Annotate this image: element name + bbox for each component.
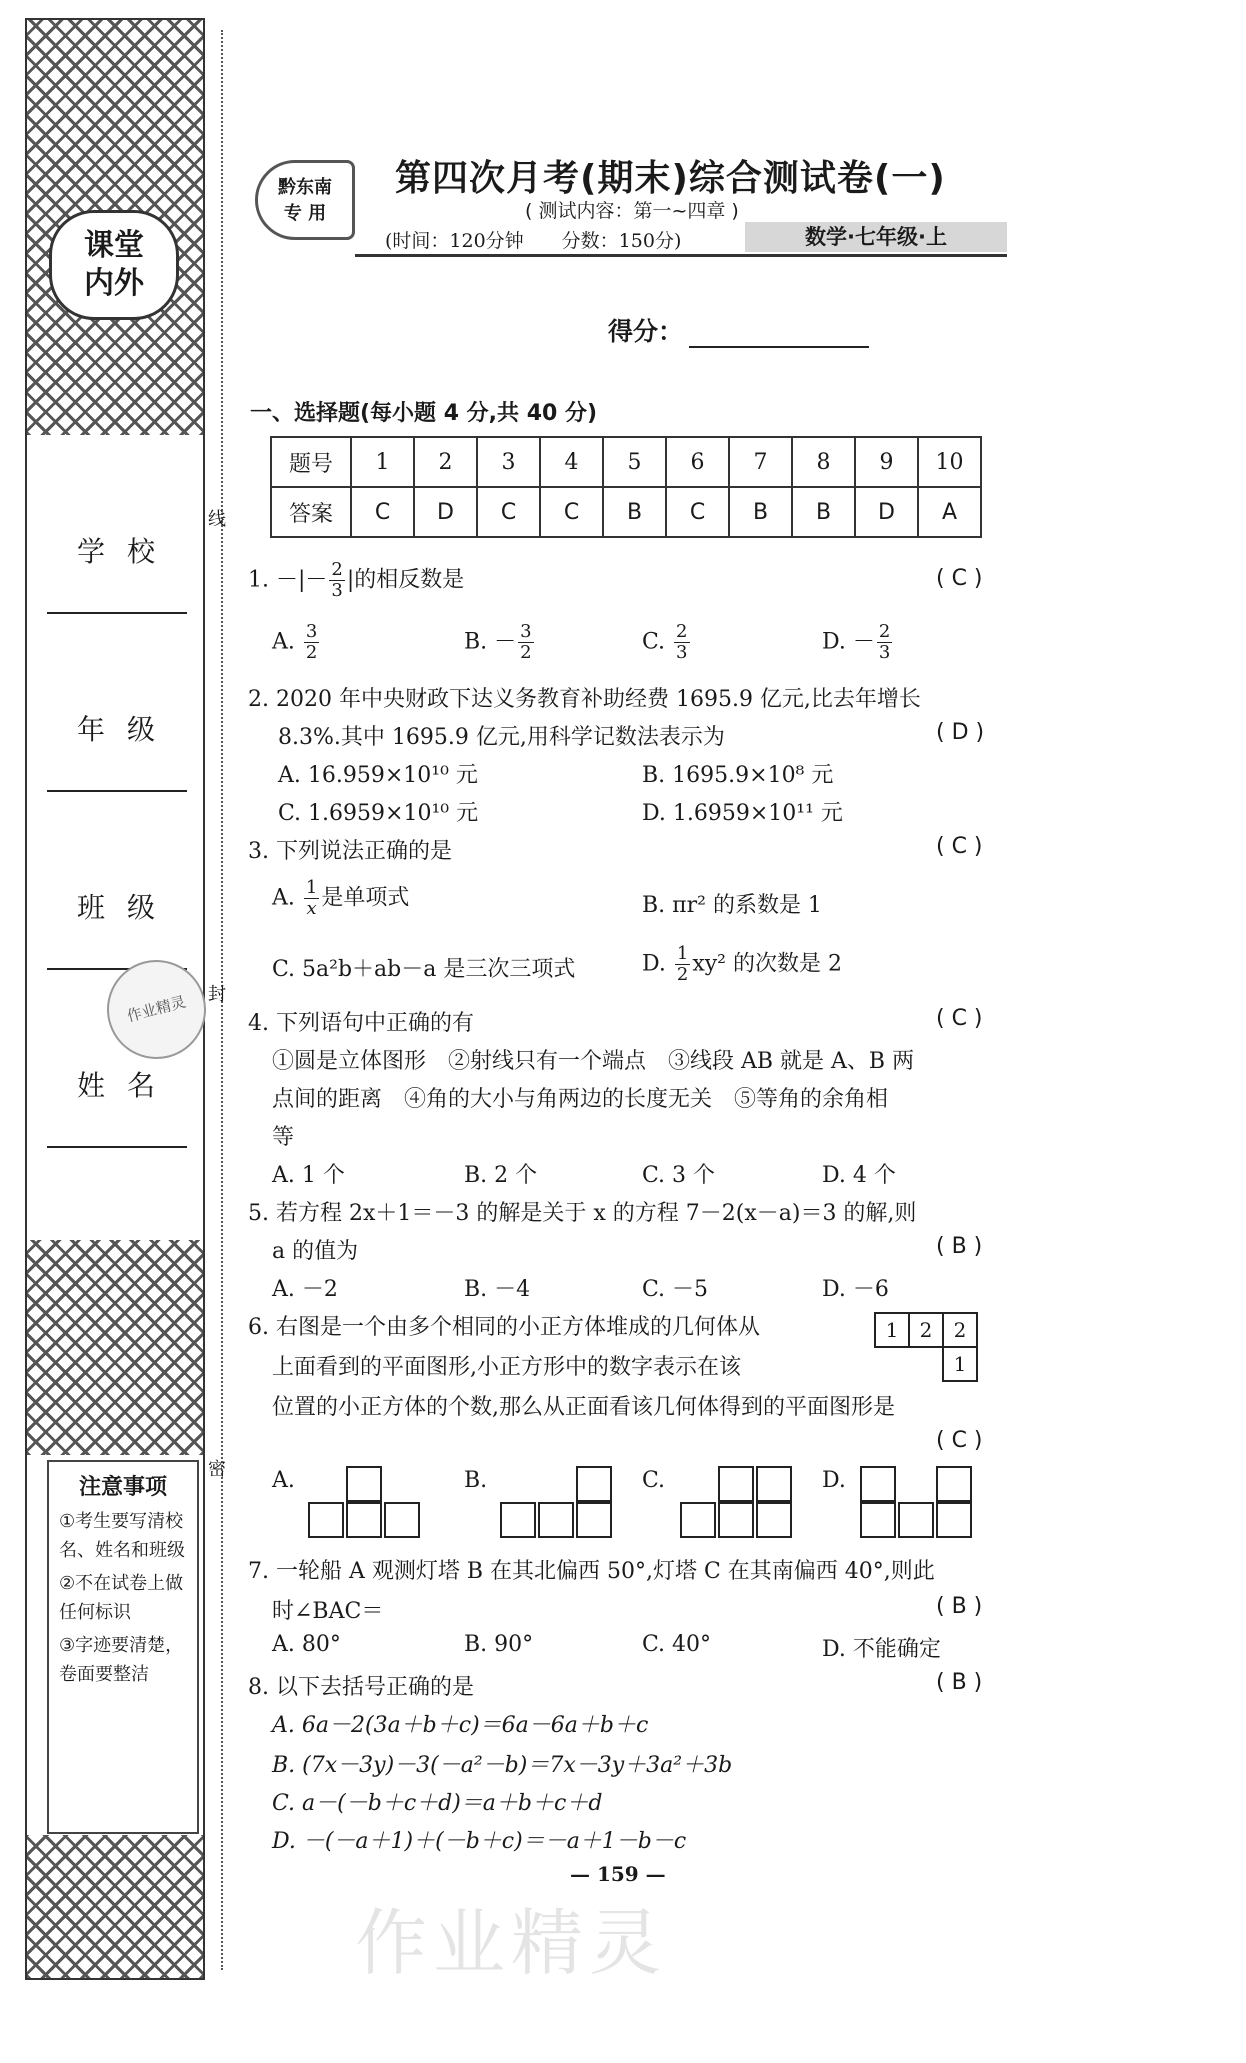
q1-fraction xyxy=(329,560,344,601)
title-band xyxy=(255,150,1008,260)
section-heading: 一、选择题(每小题 4 分,共 40 分) xyxy=(250,401,598,426)
q8-answer: ( B ) xyxy=(936,1670,983,1695)
answer-cell[interactable]: B xyxy=(792,487,855,537)
table-cell: 3 xyxy=(477,437,540,487)
table-row-answers xyxy=(271,487,981,537)
q6-line2: 上面看到的平面图形,小正方形中的数字表示在该 xyxy=(272,1355,741,1380)
q6-option-a-label: A. xyxy=(272,1468,295,1493)
q2-line1: 2. 2020 年中央财政下达义务教育补助经费 1695.9 亿元,比去年增长 xyxy=(248,687,921,712)
option-label: D. － xyxy=(822,629,875,655)
table-cell: 5 xyxy=(603,437,666,487)
note-1: ①考生要写清校名、姓名和班级 xyxy=(59,1511,185,1561)
q4-answer: ( C ) xyxy=(936,1006,983,1031)
mark-xian: 线 xyxy=(208,509,226,530)
q6-answer: ( C ) xyxy=(936,1428,983,1453)
q6-option-d-label: D. xyxy=(822,1468,846,1493)
answer-cell[interactable]: A xyxy=(918,487,981,537)
field-school: 学校 xyxy=(77,535,178,568)
option-text: 是单项式 xyxy=(321,885,410,911)
q7-option-d: D. 不能确定 xyxy=(822,1637,941,1662)
q4-stem: 4. 下列语句中正确的有 xyxy=(248,1011,474,1036)
option-text: xy² 的次数是 2 xyxy=(692,951,842,977)
frac-denominator: 2 xyxy=(520,642,532,663)
grid-cell: 1 xyxy=(942,1346,978,1382)
frac-denominator: 2 xyxy=(676,964,689,985)
table-cell: 6 xyxy=(666,437,729,487)
frac-denominator: 3 xyxy=(331,580,343,601)
q3-option-a xyxy=(272,878,409,919)
option-fraction xyxy=(518,622,533,663)
q3-option-b: B. πr² 的系数是 1 xyxy=(642,893,822,918)
q1-stem xyxy=(248,560,464,601)
logo-line1: 课堂 xyxy=(84,228,144,263)
q4-option-a: A. 1 个 xyxy=(272,1163,345,1188)
q4-option-c: C. 3 个 xyxy=(642,1163,716,1188)
exam-title: 第四次月考(期末)综合测试卷(一) xyxy=(395,158,946,199)
answer-cell[interactable]: B xyxy=(603,487,666,537)
q2-line2: 8.3%.其中 1695.9 亿元,用科学记数法表示为 xyxy=(278,725,725,750)
score-blank[interactable] xyxy=(689,320,869,348)
q1-option-c xyxy=(642,622,692,663)
q3-option-d xyxy=(642,944,842,985)
notes-box xyxy=(47,1460,199,1834)
q7-answer: ( B ) xyxy=(936,1594,983,1619)
q8-option-a: A. 6a－2(3a＋b＋c)＝6a－6a＋b＋c xyxy=(272,1713,649,1738)
option-fraction xyxy=(877,622,892,663)
region-badge xyxy=(255,160,355,240)
q3-answer: ( C ) xyxy=(936,834,983,859)
field-school-line xyxy=(47,612,187,614)
answer-cell[interactable]: C xyxy=(540,487,603,537)
table-cell: 1 xyxy=(351,437,414,487)
q8-option-d: D. －(－a＋1)＋(－b＋c)＝－a＋1－b－c xyxy=(272,1829,687,1854)
q8-option-b: B. (7x－3y)－3(－a²－b)＝7x－3y＋3a²＋3b xyxy=(272,1753,733,1778)
region-line1: 黔东南 xyxy=(278,177,332,198)
q5-option-a: A. －2 xyxy=(272,1277,338,1302)
field-grade: 年级 xyxy=(77,713,178,746)
grid-cell: 1 xyxy=(874,1312,910,1348)
q7-line2: 时∠BAC＝ xyxy=(272,1599,384,1624)
field-class: 班级 xyxy=(77,891,178,924)
q7-option-c: C. 40° xyxy=(642,1632,712,1657)
mark-feng: 封 xyxy=(208,984,226,1005)
q5-option-c: C. －5 xyxy=(642,1277,709,1302)
answer-cell[interactable]: B xyxy=(729,487,792,537)
q6-option-b-label: B. xyxy=(464,1468,488,1493)
option-label: D. xyxy=(642,951,666,977)
answer-cell[interactable]: C xyxy=(666,487,729,537)
frac-numerator: 2 xyxy=(878,621,891,642)
region-line2: 专 用 xyxy=(283,203,327,224)
q5-option-b: B. －4 xyxy=(464,1277,531,1302)
q7-line1: 7. 一轮船 A 观测灯塔 B 在其北偏西 50°,灯塔 C 在其南偏西 40°,则此 xyxy=(248,1559,935,1584)
table-cell: 4 xyxy=(540,437,603,487)
q5-answer: ( B ) xyxy=(936,1234,983,1259)
q8-stem: 8. 以下去括号正确的是 xyxy=(248,1675,474,1700)
q4-option-d: D. 4 个 xyxy=(822,1163,896,1188)
frac-denominator: 3 xyxy=(878,642,891,663)
grade-banner: 数学·七年级·上 xyxy=(745,222,1007,252)
score-label: 得分： xyxy=(608,317,684,346)
answer-cell[interactable]: C xyxy=(351,487,414,537)
q2-answer: ( D ) xyxy=(936,720,985,745)
q3-stem: 3. 下列说法正确的是 xyxy=(248,839,452,864)
notes-title: 注意事项 xyxy=(78,1475,167,1500)
frac-denominator: 3 xyxy=(676,642,688,663)
field-name: 姓名 xyxy=(77,1069,178,1102)
q5-line2: a 的值为 xyxy=(272,1239,359,1264)
q6-option-c-label: C. xyxy=(642,1468,666,1493)
q1-option-d xyxy=(822,622,894,663)
q7-option-a: A. 80° xyxy=(272,1632,341,1657)
pattern-middle xyxy=(27,1240,203,1455)
note-2: ②不在试卷上做任何标识 xyxy=(59,1573,184,1623)
q5-option-d: D. －6 xyxy=(822,1277,889,1302)
q2-option-c: C. 1.6959×10¹⁰ 元 xyxy=(278,801,479,826)
frac-denominator: 2 xyxy=(305,642,318,663)
score-field xyxy=(608,312,869,348)
mark-mi: 密 xyxy=(208,1459,226,1480)
answer-cell[interactable]: D xyxy=(414,487,477,537)
grid-cell: 2 xyxy=(942,1312,978,1348)
q2-option-d: D. 1.6959×10¹¹ 元 xyxy=(642,801,843,826)
table-cell: 10 xyxy=(918,437,981,487)
q4-line3: 等 xyxy=(272,1125,295,1150)
q2-option-b: B. 1695.9×10⁸ 元 xyxy=(642,763,834,788)
answer-cell[interactable]: D xyxy=(855,487,918,537)
brand-logo xyxy=(49,210,179,320)
exam-info: (时间：120分钟 分数：150分) xyxy=(385,230,682,252)
table-row-numbers xyxy=(271,437,981,487)
frac-numerator: 2 xyxy=(676,621,688,642)
frac-numerator: 1 xyxy=(305,877,318,898)
q1-answer: ( C ) xyxy=(936,566,983,591)
note-3: ③字迹要清楚，卷面要整洁 xyxy=(59,1635,184,1685)
option-fraction xyxy=(674,622,689,663)
frac-numerator: 3 xyxy=(520,621,532,642)
option-fraction xyxy=(304,622,319,663)
q4-line1: ①圆是立体图形 ②射线只有一个端点 ③线段 AB 就是 A、B 两 xyxy=(272,1049,915,1074)
q1-stem-b: |的相反数是 xyxy=(346,567,465,593)
table-cell: 7 xyxy=(729,437,792,487)
page-number: — 159 — xyxy=(570,1862,666,1886)
option-fraction xyxy=(675,944,690,985)
frac-denominator: x xyxy=(306,898,317,919)
logo-line2: 内外 xyxy=(84,266,144,301)
frac-numerator: 3 xyxy=(305,621,318,642)
option-label: C. xyxy=(642,629,666,655)
q5-line1: 5. 若方程 2x＋1＝－3 的解是关于 x 的方程 7－2(x－a)＝3 的解,则 xyxy=(248,1201,917,1226)
exam-subtitle: ( 测试内容：第一~四章 ) xyxy=(525,200,739,222)
answer-table xyxy=(270,436,982,538)
frac-numerator: 1 xyxy=(676,943,689,964)
q4-line2: 点间的距离 ④角的大小与角两边的长度无关 ⑤等角的余角相 xyxy=(272,1087,889,1112)
pattern-bottom xyxy=(27,1835,203,1978)
field-name-line xyxy=(47,1146,187,1148)
frac-numerator: 2 xyxy=(331,559,343,580)
q6-line1: 6. 右图是一个由多个相同的小正方体堆成的几何体从 xyxy=(248,1315,760,1340)
q1-option-b xyxy=(464,622,536,663)
q1-option-a xyxy=(272,622,321,663)
answer-cell[interactable]: C xyxy=(477,487,540,537)
q2-option-a: A. 16.959×10¹⁰ 元 xyxy=(278,763,478,788)
q1-stem-a: 1. －|－ xyxy=(248,567,328,593)
table-header-number: 题号 xyxy=(271,437,351,487)
option-label: B. － xyxy=(464,629,517,655)
table-cell: 8 xyxy=(792,437,855,487)
table-cell: 9 xyxy=(855,437,918,487)
field-grade-line xyxy=(47,790,187,792)
stamp: 作业精灵 xyxy=(96,949,217,1070)
q3-option-c: C. 5a²b＋ab－a 是三次三项式 xyxy=(272,957,576,982)
q4-option-b: B. 2 个 xyxy=(464,1163,538,1188)
q7-option-b: B. 90° xyxy=(464,1632,534,1657)
q8-option-c: C. a－(－b＋c＋d)＝a＋b＋c＋d xyxy=(272,1791,603,1816)
option-label: A. xyxy=(272,629,295,655)
q6-line3: 位置的小正方体的个数,那么从正面看该几何体得到的平面图形是 xyxy=(272,1395,895,1420)
option-label: A. xyxy=(272,885,295,911)
watermark: 作业精灵 xyxy=(355,1901,668,1985)
option-fraction xyxy=(304,878,319,919)
binding-sidebar xyxy=(25,18,205,1980)
table-header-answer: 答案 xyxy=(271,487,351,537)
title-rule xyxy=(355,254,1007,257)
grid-cell: 2 xyxy=(908,1312,944,1348)
table-cell: 2 xyxy=(414,437,477,487)
